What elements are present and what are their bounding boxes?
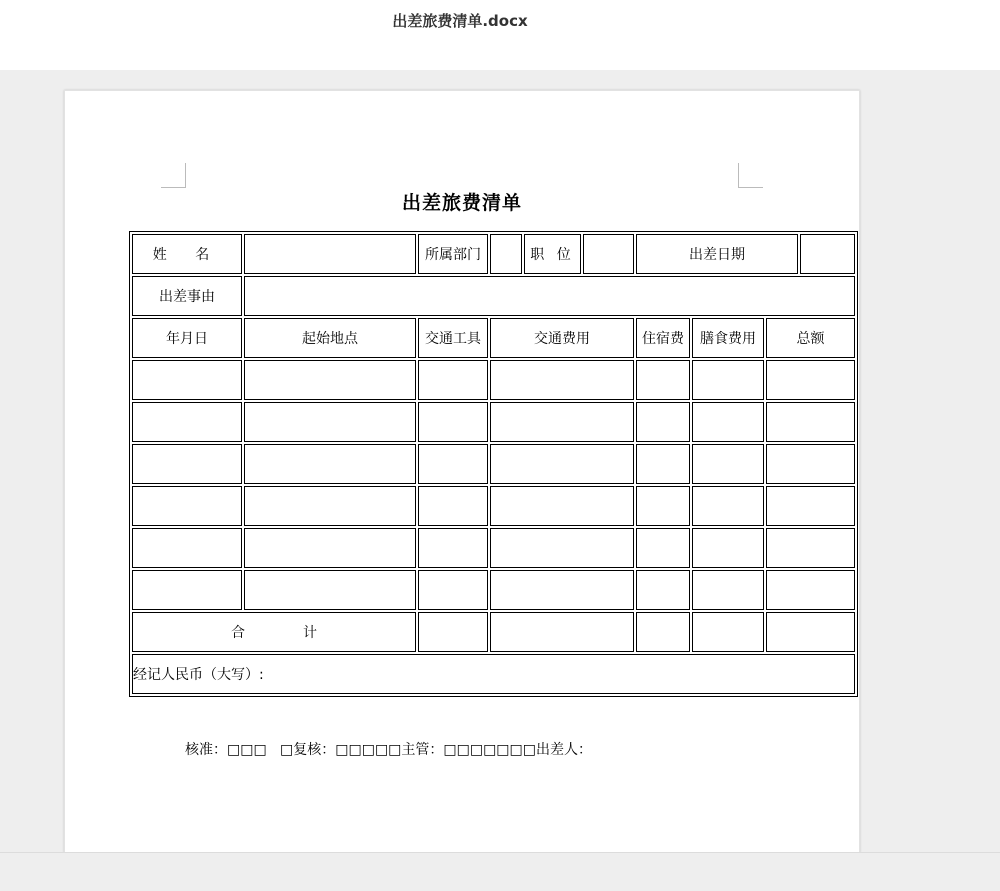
total-cell-lodging[interactable] <box>636 612 690 652</box>
reason-value-cell[interactable] <box>244 276 855 316</box>
total-cell-sum[interactable] <box>766 612 855 652</box>
table-cell[interactable] <box>244 402 416 442</box>
table-row-header-info <box>132 234 855 274</box>
table-cell[interactable] <box>636 402 690 442</box>
total-cell-transport-cost[interactable] <box>490 612 634 652</box>
total-label-part-1: 合 <box>231 625 245 641</box>
table-cell[interactable] <box>636 444 690 484</box>
reason-label-cell: 出差事由 <box>132 276 242 316</box>
dept-value-cell[interactable] <box>490 234 522 274</box>
table-cell[interactable] <box>490 360 634 400</box>
table-cell[interactable] <box>418 486 488 526</box>
total-cell-transport[interactable] <box>418 612 488 652</box>
date-label-cell: 出差日期 <box>636 234 798 274</box>
margin-corner-mark-right <box>738 163 763 188</box>
table-cell[interactable] <box>132 486 242 526</box>
position-label: 职 位 <box>530 247 575 263</box>
table-cell[interactable] <box>490 486 634 526</box>
table-cell[interactable] <box>132 360 242 400</box>
table-cell[interactable] <box>132 570 242 610</box>
table-cell[interactable] <box>766 528 855 568</box>
total-cell-meals[interactable] <box>692 612 764 652</box>
title-bar <box>0 0 1000 70</box>
column-header-route: 起始地点 <box>244 318 416 358</box>
table-cell[interactable] <box>490 444 634 484</box>
table-cell[interactable] <box>766 570 855 610</box>
column-header-transport-cost: 交通费用 <box>490 318 634 358</box>
table-row <box>132 360 855 400</box>
table-row <box>132 570 855 610</box>
table-cell[interactable] <box>692 402 764 442</box>
table-cell[interactable] <box>418 570 488 610</box>
table-cell[interactable] <box>244 570 416 610</box>
travel-expense-table <box>129 231 858 697</box>
position-value-cell[interactable] <box>583 234 634 274</box>
column-header-transport: 交通工具 <box>418 318 488 358</box>
form-title: 出差旅费清单 <box>401 192 522 214</box>
table-cell[interactable] <box>244 360 416 400</box>
table-cell[interactable] <box>636 360 690 400</box>
document-file-name: 出差旅费清单.docx <box>392 12 528 30</box>
table-row-reason <box>132 276 855 316</box>
column-header-total: 总额 <box>766 318 855 358</box>
table-cell[interactable] <box>418 360 488 400</box>
table-cell[interactable] <box>132 444 242 484</box>
total-label-part-2: 计 <box>303 625 317 641</box>
table-cell[interactable] <box>244 486 416 526</box>
dept-label-cell: 所属部门 <box>418 234 488 274</box>
table-cell[interactable] <box>490 570 634 610</box>
status-bar <box>0 852 1000 891</box>
table-row-total <box>132 612 855 652</box>
table-cell[interactable] <box>490 402 634 442</box>
column-header-date: 年月日 <box>132 318 242 358</box>
column-header-lodging: 住宿费 <box>636 318 690 358</box>
table-cell[interactable] <box>692 570 764 610</box>
table-cell[interactable] <box>692 528 764 568</box>
name-label-cell <box>132 234 242 274</box>
table-cell[interactable] <box>490 528 634 568</box>
table-cell[interactable] <box>766 486 855 526</box>
table-cell[interactable] <box>766 402 855 442</box>
table-cell[interactable] <box>636 486 690 526</box>
table-row <box>132 528 855 568</box>
table-row <box>132 444 855 484</box>
name-label: 姓 名 <box>152 247 222 263</box>
table-row <box>132 402 855 442</box>
table-cell[interactable] <box>692 486 764 526</box>
table-row <box>132 486 855 526</box>
total-label-cell <box>132 612 416 652</box>
table-cell[interactable] <box>244 444 416 484</box>
position-label-cell <box>524 234 581 274</box>
signature-line[interactable]: 核准：□□□ □复核：□□□□□主管：□□□□□□□出差人： <box>185 742 592 758</box>
table-cell[interactable] <box>418 402 488 442</box>
margin-corner-mark-left <box>161 163 186 188</box>
table-cell[interactable] <box>766 360 855 400</box>
date-value-cell[interactable] <box>800 234 855 274</box>
column-header-meals: 膳食费用 <box>692 318 764 358</box>
table-cell[interactable] <box>766 444 855 484</box>
table-row-amount-words <box>132 654 855 694</box>
table-cell[interactable] <box>692 444 764 484</box>
table-row-column-headers <box>132 318 855 358</box>
table-cell[interactable] <box>418 444 488 484</box>
table-cell[interactable] <box>692 360 764 400</box>
table-cell[interactable] <box>636 570 690 610</box>
name-value-cell[interactable] <box>244 234 416 274</box>
table-cell[interactable] <box>132 402 242 442</box>
table-cell[interactable] <box>418 528 488 568</box>
table-cell[interactable] <box>244 528 416 568</box>
table-cell[interactable] <box>636 528 690 568</box>
amount-words-cell[interactable]: 经记人民币（大写）: <box>132 654 855 694</box>
document-page[interactable] <box>64 90 860 853</box>
table-cell[interactable] <box>132 528 242 568</box>
